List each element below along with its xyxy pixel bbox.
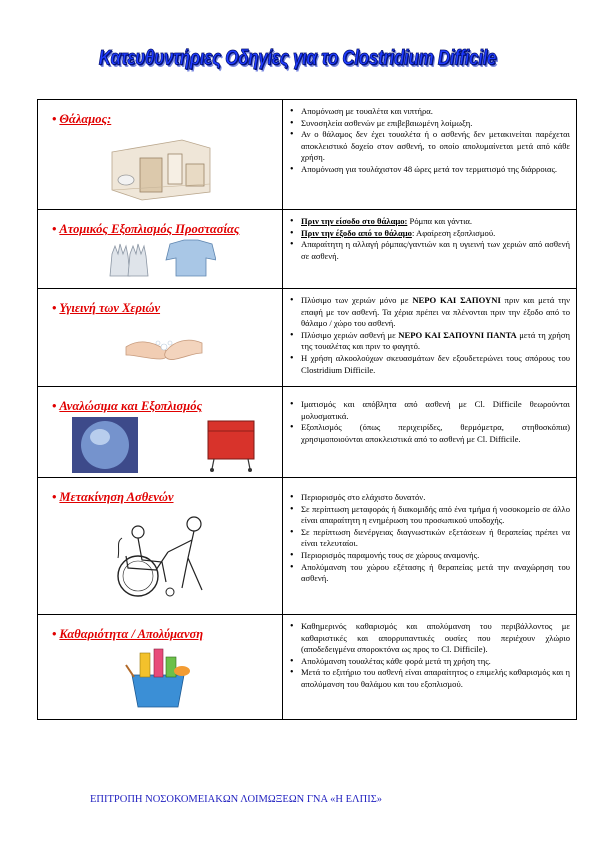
table-row: [38, 615, 577, 720]
list-item-pre: Πλύσιμο χεριών ασθενή με: [301, 329, 399, 340]
list-item: • Σε περίπτωση μεταφοράς ή διακομιδής από ένα τμήμα ή νοσοκομείο σε άλλο είναι απαραίτητη η ενημέρωση του προσωπικού υποδοχής.: [301, 504, 570, 527]
gloves-gown-illustration: [106, 238, 216, 278]
list-item: • Καθημερινός καθαρισμός και απολύμανση του περιβάλλοντος με καθαριστικές και απορρυπαντικές ουσίες που περιέχουν χλώριο (αποδεδειγμένα σποροκτόνα ως προς το Cl. Difficile).: [301, 621, 570, 656]
list-item: [301, 216, 570, 228]
instructions-cell: [283, 478, 577, 615]
list-item-post: πριν και μετά την επαφή με τον ασθενή. Τα χέρια πρέπει να πλένονται πριν την έξοδο από το θάλαμο / χώρο του ασθενή.: [301, 295, 570, 329]
list-item-pre: Πλύσιμο των χεριών μόνο με: [301, 295, 413, 305]
instructions-cell: [283, 387, 577, 478]
instructions-cell: [283, 210, 577, 289]
list-item: • Απολύμανση του χώρου εξέτασης ή θεραπείας μετά την αναχώρηση του ασθενή.: [301, 562, 570, 585]
instruction-list: [287, 106, 570, 176]
list-item: [301, 228, 570, 240]
handwashing-illustration: [124, 321, 204, 377]
instruction-list: [287, 295, 570, 376]
category-cell: • Καθαριότητα / Απολύμανση: [38, 615, 283, 720]
list-item: • Συνοσηλεία ασθενών με επιβεβαιωμένη λοίμωξη.: [301, 118, 570, 130]
list-item-text: Ρόμπα και γάντια.: [407, 216, 473, 226]
table-row: [38, 210, 577, 289]
instructions-cell: [283, 100, 577, 210]
category-label: Υγιεινή των Χεριών: [59, 301, 161, 315]
list-item: [301, 353, 570, 376]
supplies-illustration: [72, 417, 262, 473]
list-item-pre: Η χρήση αλκοολούχων σκευασμάτων δεν εξουδετερώνει τους σπόρους του Clostridium Difficile.: [301, 352, 570, 375]
list-item-lead: Πριν την έξοδο από το θάλαμο: [301, 227, 412, 238]
instruction-list: [287, 399, 570, 445]
instruction-list: [287, 216, 570, 262]
category-label: Θάλαμος:: [59, 112, 112, 126]
footer-text: ΕΠΙΤΡΟΠΗ ΝΟΣΟΚΟΜΕΙΑΚΩΝ ΛΟΙΜΩΞΕΩΝ ΓΝΑ «Η ΕΛΠΙΣ»: [90, 794, 383, 805]
category-cell: • Αναλώσιμα και Εξοπλισμός: [38, 387, 283, 478]
category-cell: • Μετακίνηση Ασθενών: [38, 478, 283, 615]
table-row: [38, 289, 577, 387]
list-item: • Εξοπλισμός (όπως περιχειρίδες, θερμόμετρα, στηθοσκόπια) χρησιμοποιούνται αποκλειστικά από το ασθενή με Cl. Difficile.: [301, 422, 570, 445]
list-item-post: μετά τη χρήση της τουαλέτας και πριν το φαγητό.: [301, 329, 570, 352]
list-item: [301, 295, 570, 330]
list-item: • Απομόνωση με τουαλέτα και νιπτήρα.: [301, 106, 570, 118]
list-item: • Μετά το εξιτήριο του ασθενή είναι απαραίτητος ο επιμελής καθαρισμός και η απολύμανση του θαλάμου και του εξοπλισμού.: [301, 667, 570, 690]
list-item-lead: Πριν την είσοδο στο θάλαμο:: [301, 216, 408, 226]
list-item-bold: ΝΕΡΟ ΚΑΙ ΣΑΠΟΥΝΙ ΠΑΝΤΑ: [398, 329, 517, 340]
category-cell: • Θάλαμος:: [38, 100, 283, 210]
category-cell: • Υγιεινή των Χεριών: [38, 289, 283, 387]
cleaning-supplies-illustration: [118, 645, 198, 709]
category-label: Καθαριότητα / Απολύμανση: [59, 627, 204, 641]
instructions-cell: [283, 615, 577, 720]
room-illustration: [102, 134, 212, 202]
instructions-cell: [283, 289, 577, 387]
table-row: [38, 387, 577, 478]
list-item: [301, 330, 570, 353]
list-item: • Περιορισμός στο ελάχιστο δυνατόν.: [301, 492, 570, 504]
list-item-text: : Αφαίρεση εξοπλισμού.: [411, 227, 496, 238]
list-item: • Περιορισμός παραμονής τους σε χώρους αναμονής.: [301, 550, 570, 562]
list-item-bold: ΝΕΡΟ ΚΑΙ ΣΑΠΟΥΝΙ: [412, 295, 501, 305]
page-title: Κατευθυντήριες Οδηγίες για το Clostridium Difficile: [98, 45, 497, 70]
title-wrap: [0, 45, 595, 70]
list-item: • Απαραίτητη η αλλαγή ρόμπας/γαντιών και η υγιεινή των χεριών από ασθενή σε ασθενή.: [301, 239, 570, 262]
table-row: [38, 478, 577, 615]
wheelchair-illustration: [98, 512, 228, 602]
list-item: • Ιματισμός και απόβλητα από ασθενή με Cl. Difficile θεωρούνται μολυσματικά.: [301, 399, 570, 422]
category-label: Αναλώσιμα και Εξοπλισμός: [59, 399, 203, 413]
list-item: • Αν ο θάλαμος δεν έχει τουαλέτα ή ο ασθενής δεν μετακινείται παρέχεται αποκλειστικό δοχείο στον ασθενή, το οποίο απολυμαίνεται μετά από κάθε χρήση.: [301, 129, 570, 164]
instruction-list: [287, 621, 570, 691]
list-item: • Απομόνωση για τουλάχιστον 48 ώρες μετά τον τερματισμό της διάρροιας.: [301, 164, 570, 176]
table-row: [38, 100, 577, 210]
guidelines-table: [37, 99, 577, 720]
instruction-list: [287, 492, 570, 585]
category-label: Μετακίνηση Ασθενών: [59, 490, 174, 504]
category-cell: • Ατομικός Εξοπλισμός Προστασίας: [38, 210, 283, 289]
category-label: Ατομικός Εξοπλισμός Προστασίας: [59, 222, 240, 236]
list-item: • Απολύμανση τουαλέτας κάθε φορά μετά τη χρήση της.: [301, 656, 570, 668]
list-item: • Σε περίπτωση διενέργειας διαγνωστικών εξετάσεων ή θεραπείας πρέπει να είναι τελευταίοι.: [301, 527, 570, 550]
